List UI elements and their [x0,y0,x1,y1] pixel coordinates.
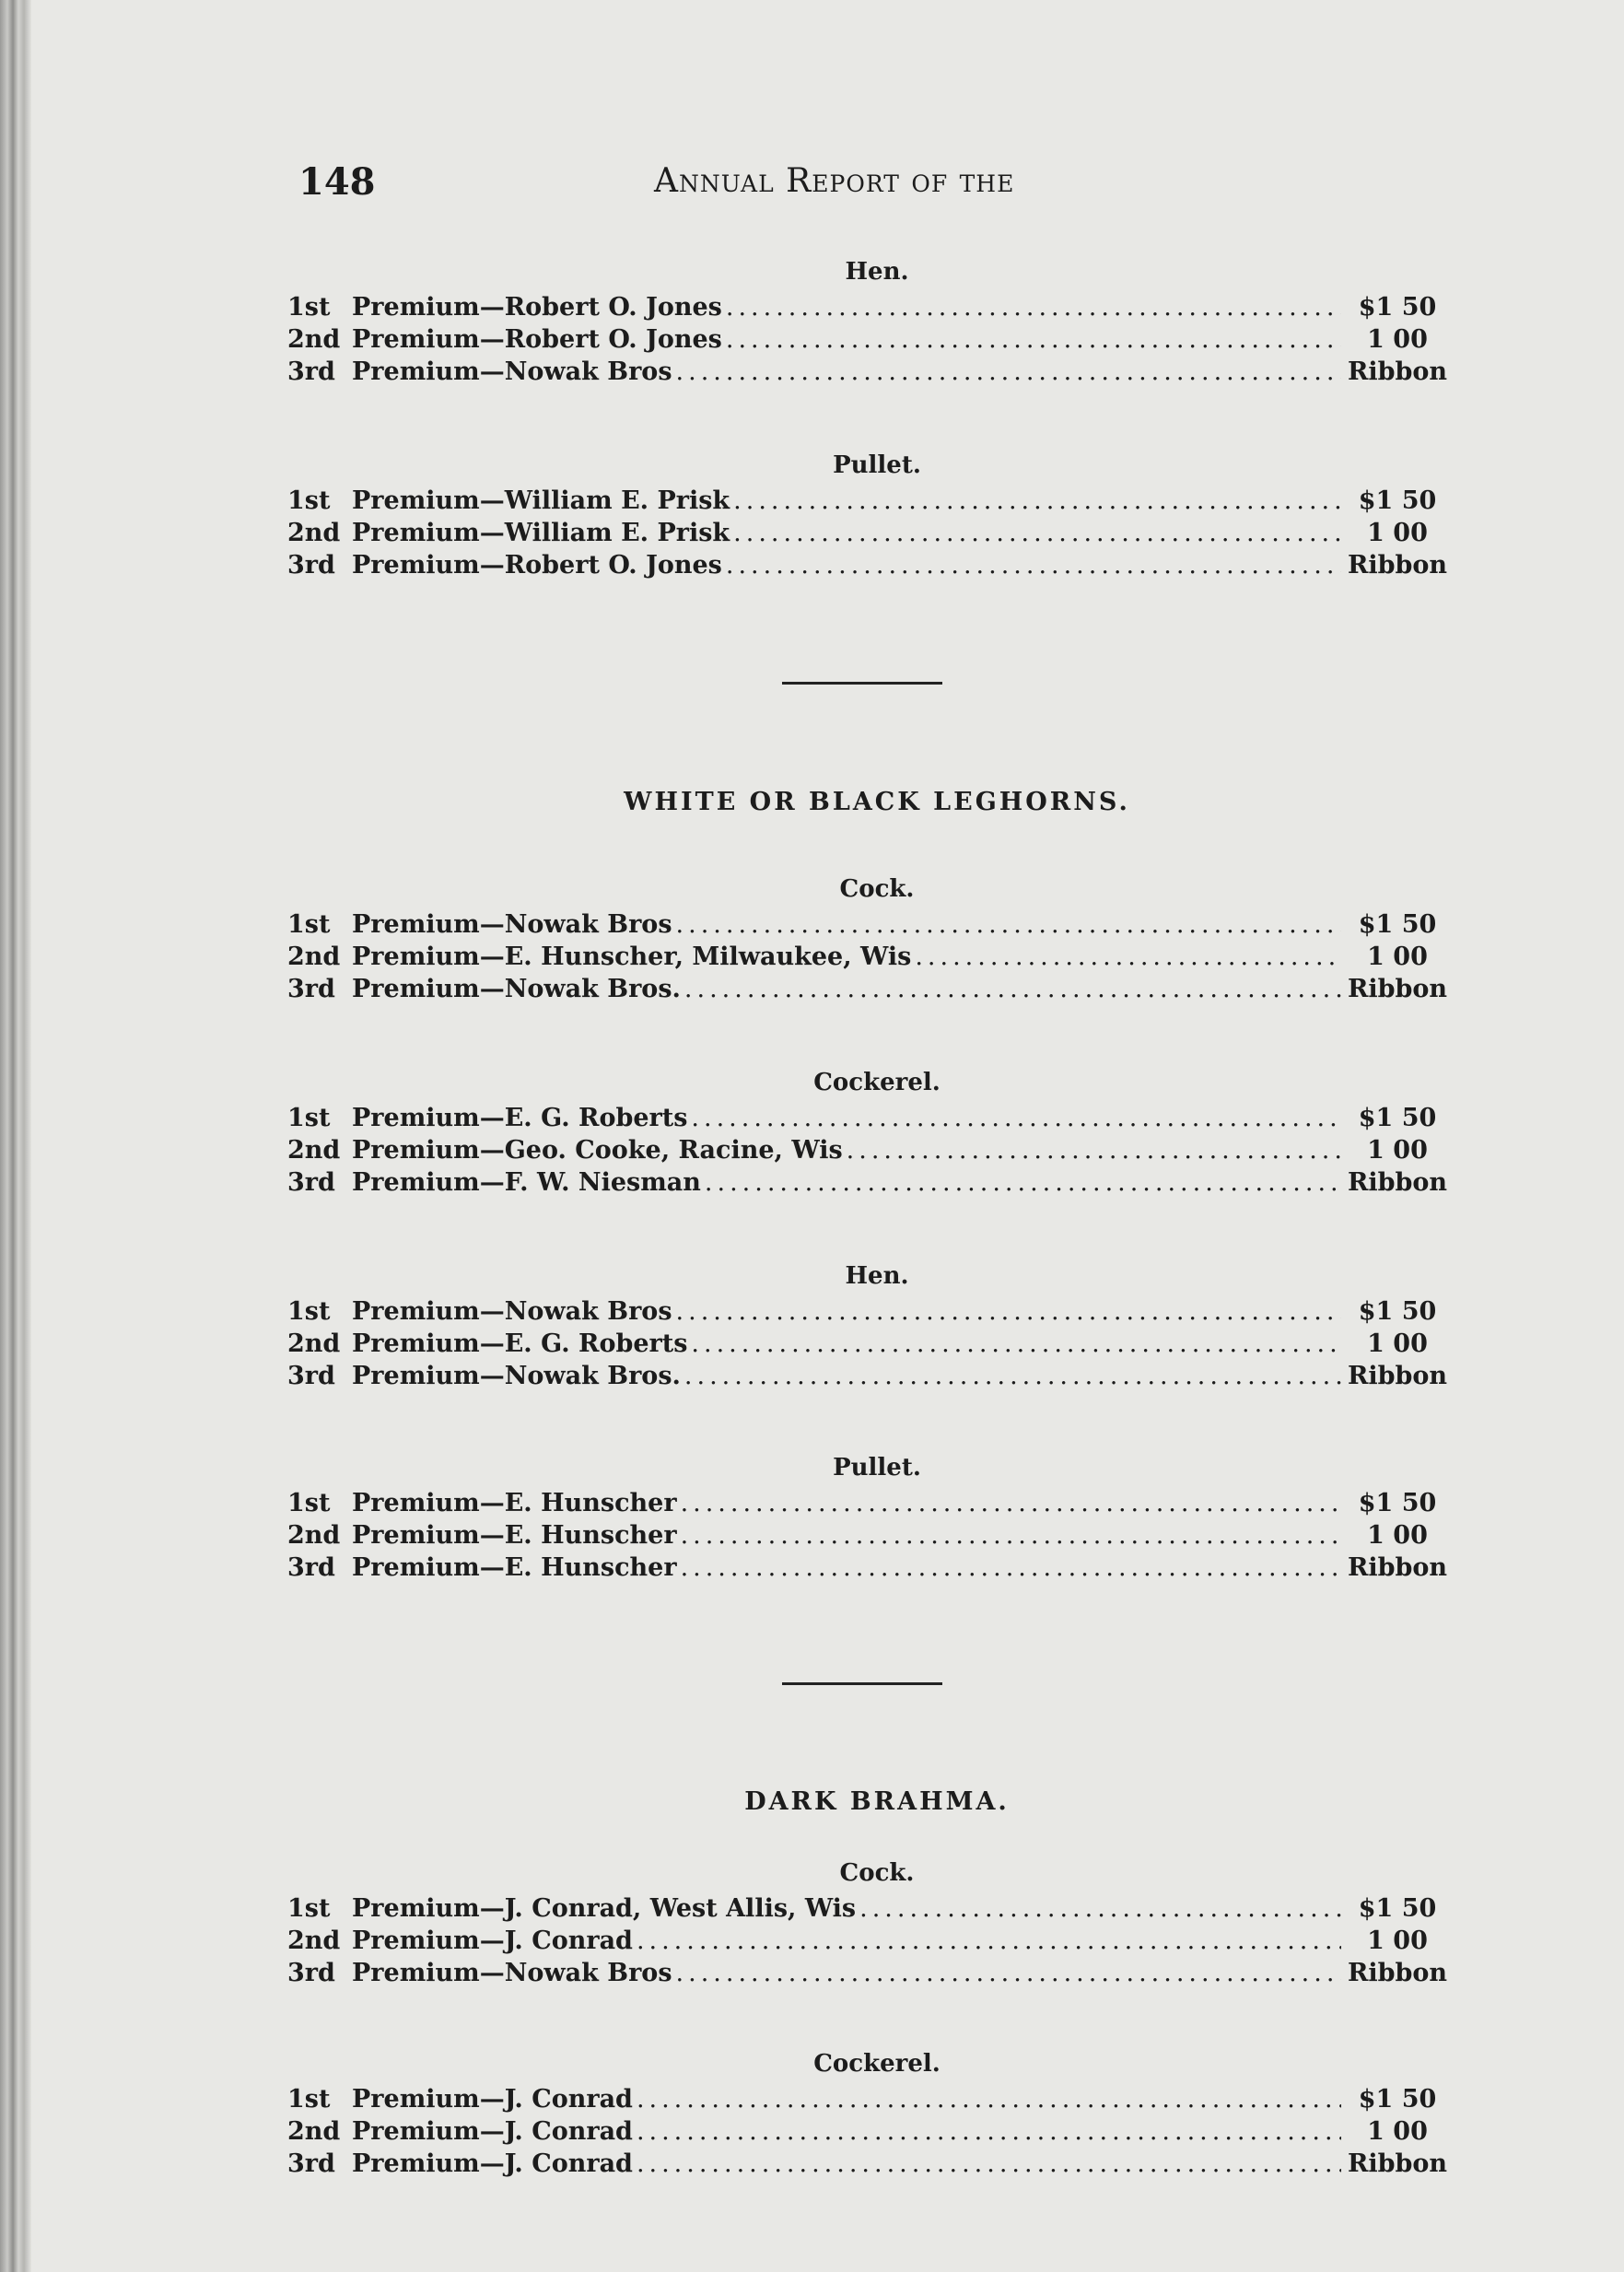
entry-text: Premium—Nowak Bros. [352,1362,681,1390]
entry-text: Premium—Robert O. Jones [352,293,722,322]
entry-text: Premium—William E. Prisk [352,519,730,547]
premium-entry [287,1519,1448,1552]
entry-text: Premium—Geo. Cooke, Racine, Wis [352,1136,843,1165]
dot-leader [705,1166,1341,1199]
entry-text: Premium—Nowak Bros. [352,975,681,1003]
entry-place: 3rd [287,975,335,1003]
entry-place: 2nd [287,2117,341,2146]
dot-leader [915,941,1341,973]
breed-title [287,1787,1448,1816]
premium-entry [287,1102,1448,1134]
entry-place: 3rd [287,1553,335,1582]
entry-place: 1st [287,486,331,515]
entry-amount: Ribbon [1347,551,1448,580]
entry-place: 2nd [287,1521,341,1550]
premium-entry [287,973,1448,1005]
group-cockerel [287,2050,1448,2180]
dot-leader [681,1487,1341,1519]
premium-entry [287,2115,1448,2148]
premium-entry [287,941,1448,973]
dot-leader [637,2115,1341,2148]
breed-title [287,788,1448,816]
entry-text: Premium—J. Conrad [352,2117,633,2146]
premium-entry [287,1552,1448,1584]
entry-amount: Ribbon [1347,1959,1448,1987]
divider-rule [782,682,942,685]
entry-text: Premium—Nowak Bros [352,1297,672,1326]
breed-heading: DARK BRAHMA. [744,1787,1010,1816]
premium-entry [287,1328,1448,1360]
entry-place: 3rd [287,1362,335,1390]
entry-amount: 1 00 [1367,1927,1428,1955]
entry-amount: $1 50 [1358,910,1437,939]
premium-entry [287,1957,1448,1989]
entry-place: 1st [287,1894,331,1923]
dot-leader [859,1892,1341,1925]
entry-amount: $1 50 [1358,486,1437,515]
dot-leader [681,1519,1341,1552]
dot-leader [681,1552,1341,1584]
entry-place: 1st [287,1104,331,1132]
dot-leader [637,2083,1341,2115]
entry-amount: Ribbon [1347,357,1448,386]
premium-entry [287,323,1448,356]
entry-amount: $1 50 [1358,1104,1437,1132]
class-heading: Hen. [845,1262,909,1290]
premium-entry [287,1925,1448,1957]
entry-text: Premium—J. Conrad, West Allis, Wis [352,1894,857,1923]
section-divider [287,1682,1448,1685]
entry-amount: 1 00 [1367,519,1428,547]
premium-entry [287,1134,1448,1166]
class-heading: Cock. [839,875,915,903]
page-number: 148 [298,160,376,204]
entry-amount: $1 50 [1358,1894,1437,1923]
dot-leader [733,485,1341,517]
class-heading: Pullet. [833,451,921,479]
entry-place: 3rd [287,1168,335,1197]
dot-leader [676,1957,1341,1989]
premium-entry [287,356,1448,388]
dot-leader [733,517,1341,549]
entry-place: 2nd [287,943,341,971]
entry-place: 1st [287,293,331,322]
group-hen [287,258,1448,388]
entry-place: 1st [287,1297,331,1326]
entry-place: 3rd [287,551,335,580]
entry-text: Premium—J. Conrad [352,1927,633,1955]
entry-amount: Ribbon [1347,1362,1448,1390]
entry-amount: Ribbon [1347,2149,1448,2178]
dot-leader [726,549,1341,581]
class-heading: Cock. [839,1859,915,1887]
entry-text: Premium—E. Hunscher [352,1521,677,1550]
premium-entry [287,1360,1448,1392]
dot-leader [691,1328,1341,1360]
group-cock [287,1859,1448,1989]
breed-heading: WHITE OR BLACK LEGHORNS. [624,788,1130,816]
entry-amount: 1 00 [1367,325,1428,354]
entry-text: Premium—E. G. Roberts [352,1104,688,1132]
entry-text: Premium—J. Conrad [352,2085,633,2114]
class-heading: Cockerel. [813,1069,941,1096]
entry-amount: Ribbon [1347,975,1448,1003]
dot-leader [684,973,1341,1005]
entry-text: Premium—E. Hunscher [352,1553,677,1582]
premium-entry [287,1892,1448,1925]
dot-leader [637,1925,1341,1957]
entry-place: 3rd [287,2149,335,2178]
entry-place: 1st [287,1489,331,1517]
entry-place: 2nd [287,325,341,354]
entry-amount: $1 50 [1358,1489,1437,1517]
group-cockerel [287,1069,1448,1199]
entry-amount: 1 00 [1367,1136,1428,1165]
dot-leader [726,291,1341,323]
premium-entry [287,2083,1448,2115]
section-divider [287,682,1448,685]
premium-entry [287,517,1448,549]
entry-place: 2nd [287,1136,341,1165]
entry-text: Premium—E. Hunscher, Milwaukee, Wis [352,943,912,971]
page-header [287,138,1448,240]
entry-amount: $1 50 [1358,293,1437,322]
entry-text: Premium—William E. Prisk [352,486,730,515]
entry-text: Premium—Nowak Bros [352,357,672,386]
entry-text: Premium—Nowak Bros [352,1959,672,1987]
entry-place: 1st [287,910,331,939]
dot-leader [847,1134,1341,1166]
premium-entry [287,485,1448,517]
entry-amount: 1 00 [1367,2117,1428,2146]
entry-text: Premium—F. W. Niesman [352,1168,701,1197]
group-pullet [287,451,1448,581]
premium-entry [287,1166,1448,1199]
entry-amount: 1 00 [1367,1329,1428,1358]
dot-leader [691,1102,1341,1134]
premium-entry [287,2148,1448,2180]
dot-leader [676,908,1341,941]
book-binding-edge [0,0,31,2272]
entry-place: 2nd [287,1927,341,1955]
class-heading: Pullet. [833,1454,921,1481]
entry-text: Premium—J. Conrad [352,2149,633,2178]
premium-entry [287,1487,1448,1519]
entry-amount: $1 50 [1358,1297,1437,1326]
premium-entry [287,291,1448,323]
dot-leader [676,356,1341,388]
premium-entry [287,1295,1448,1328]
group-hen [287,1262,1448,1392]
entry-place: 2nd [287,1329,341,1358]
entry-text: Premium—E. G. Roberts [352,1329,688,1358]
entry-amount: 1 00 [1367,943,1428,971]
entry-place: 3rd [287,357,335,386]
class-heading: Cockerel. [813,2050,941,2078]
dot-leader [726,323,1341,356]
entry-amount: $1 50 [1358,2085,1437,2114]
entry-amount: Ribbon [1347,1553,1448,1582]
premium-entry [287,549,1448,581]
running-head: Annual Report of the [654,162,1015,200]
dot-leader [676,1295,1341,1328]
entry-text: Premium—Robert O. Jones [352,551,722,580]
premium-entry [287,908,1448,941]
entry-amount: Ribbon [1347,1168,1448,1197]
entry-place: 2nd [287,519,341,547]
document-page [287,138,1448,2178]
entry-text: Premium—Nowak Bros [352,910,672,939]
group-pullet [287,1454,1448,1584]
entry-text: Premium—E. Hunscher [352,1489,677,1517]
dot-leader [637,2148,1341,2180]
entry-text: Premium—Robert O. Jones [352,325,722,354]
divider-rule [782,1682,942,1685]
class-heading: Hen. [845,258,909,286]
group-cock [287,875,1448,1005]
entry-amount: 1 00 [1367,1521,1428,1550]
entry-place: 3rd [287,1959,335,1987]
dot-leader [684,1360,1341,1392]
entry-place: 1st [287,2085,331,2114]
